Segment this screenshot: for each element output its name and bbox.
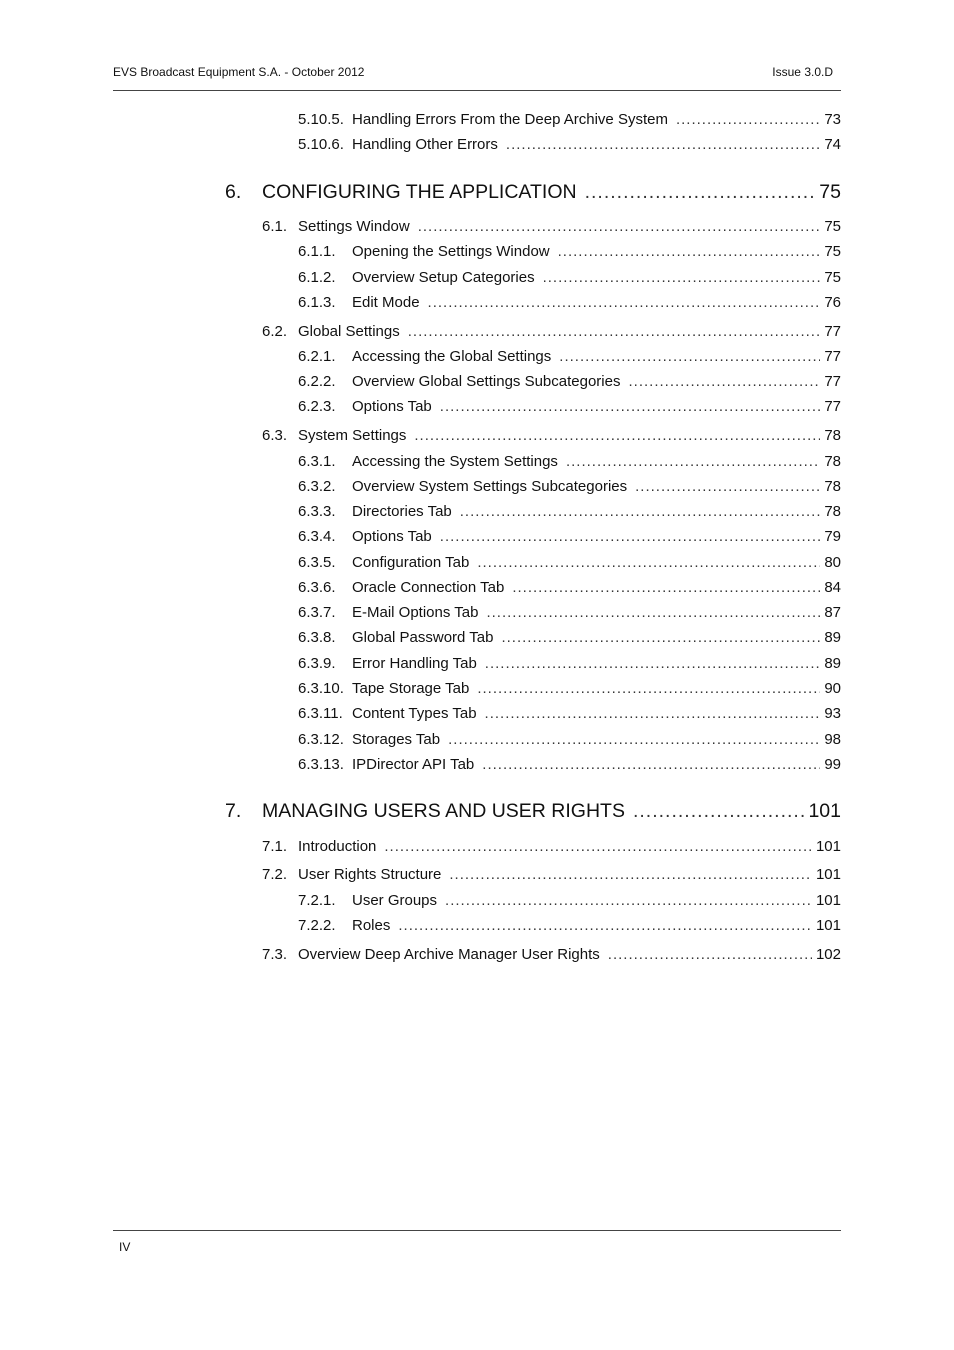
toc-entry-number: 6.3.7.	[298, 604, 336, 621]
toc-entry-title: Opening the Settings Window	[352, 243, 550, 260]
toc-dot-leader	[676, 111, 820, 128]
toc-entry-page: 80	[824, 554, 841, 571]
toc-entry-number: 7.	[225, 800, 242, 822]
toc-entry-page: 101	[815, 917, 841, 934]
toc-entry	[352, 655, 841, 672]
toc-dot-leader	[408, 323, 821, 340]
toc-entry-title: Global Password Tab	[352, 629, 494, 646]
toc-dot-leader	[628, 373, 820, 390]
toc-dot-leader	[566, 453, 820, 470]
toc-entry-title: Options Tab	[352, 528, 432, 545]
toc-entry-number: 6.2.3.	[298, 398, 336, 415]
toc-dot-leader	[428, 294, 821, 311]
toc-dot-leader	[486, 604, 820, 621]
toc-entry	[352, 453, 841, 470]
toc-entry-number: 6.3.2.	[298, 478, 336, 495]
toc-entry	[352, 111, 841, 128]
toc-entry-number: 5.10.5.	[298, 111, 344, 128]
toc-entry-number: 6.3.12.	[298, 731, 344, 748]
toc-dot-leader	[477, 554, 820, 571]
toc-entry	[352, 579, 841, 596]
toc-dot-leader	[418, 218, 821, 235]
toc-entry-number: 7.2.	[262, 866, 288, 883]
toc-entry	[298, 838, 841, 855]
toc-entry-title: User Groups	[352, 892, 438, 909]
toc-entry-title: E-Mail Options Tab	[352, 604, 479, 621]
toc-entry	[352, 348, 841, 365]
toc-entry-title: Global Settings	[298, 323, 400, 340]
toc-entry	[352, 705, 841, 722]
toc-entry-title: Error Handling Tab	[352, 655, 477, 672]
toc-entry	[352, 554, 841, 571]
toc-dot-leader	[445, 892, 812, 909]
toc-entry	[298, 218, 841, 235]
toc-entry-number: 6.3.3.	[298, 503, 336, 520]
toc-dot-leader	[460, 503, 821, 520]
toc-entry-title: CONFIGURING THE APPLICATION	[262, 181, 577, 203]
toc-entry-number: 6.3.1.	[298, 453, 336, 470]
toc-entry-title: Overview Deep Archive Manager User Rights	[298, 946, 600, 963]
toc-entry	[352, 680, 841, 697]
toc-entry	[352, 243, 841, 260]
header-divider	[113, 90, 841, 91]
toc-entry-title: Edit Mode	[352, 294, 420, 311]
toc-entry-number: 7.1.	[262, 838, 288, 855]
toc-dot-leader	[449, 866, 812, 883]
toc-dot-leader	[398, 917, 812, 934]
toc-entry-title: Options Tab	[352, 398, 432, 415]
toc-dot-leader	[608, 946, 812, 963]
toc-entry-page: 77	[824, 348, 841, 365]
toc-entry-title: Configuration Tab	[352, 554, 470, 571]
toc-entry-title: User Rights Structure	[298, 866, 442, 883]
toc-entry-title: Oracle Connection Tab	[352, 579, 505, 596]
toc-entry	[298, 866, 841, 883]
toc-entry-number: 6.3.5.	[298, 554, 336, 571]
toc-entry-number: 6.2.	[262, 323, 288, 340]
toc-dot-leader	[414, 427, 820, 444]
toc-dot-leader	[384, 838, 812, 855]
toc-entry	[352, 892, 841, 909]
toc-entry-title: IPDirector API Tab	[352, 756, 475, 773]
toc-entry	[352, 478, 841, 495]
toc-entry	[298, 946, 841, 963]
toc-entry-page: 74	[824, 136, 841, 153]
toc-dot-leader	[543, 269, 821, 286]
toc-entry-number: 6.2.1.	[298, 348, 336, 365]
toc-entry-number: 5.10.6.	[298, 136, 344, 153]
toc-entry	[352, 604, 841, 621]
toc-entry	[262, 181, 841, 204]
toc-entry-title: Handling Errors From the Deep Archive System	[352, 111, 668, 128]
toc-dot-leader	[512, 579, 820, 596]
toc-entry-page: 98	[824, 731, 841, 748]
toc-entry-number: 6.3.	[262, 427, 288, 444]
toc-entry	[262, 800, 841, 823]
toc-entry-page: 77	[824, 323, 841, 340]
toc-entry-title: Accessing the System Settings	[352, 453, 558, 470]
toc-entry-page: 101	[815, 866, 841, 883]
toc-dot-leader	[448, 731, 820, 748]
footer-page-number: IV	[119, 1240, 131, 1254]
toc-entry	[352, 294, 841, 311]
toc-entry	[352, 398, 841, 415]
toc-dot-leader	[485, 655, 821, 672]
toc-entry-page: 87	[824, 604, 841, 621]
toc-entry-page: 78	[824, 427, 841, 444]
toc-entry-page: 73	[824, 111, 841, 128]
toc-entry-number: 6.2.2.	[298, 373, 336, 390]
toc-dot-leader	[585, 181, 816, 204]
toc-entry-page: 84	[824, 579, 841, 596]
toc-entry-page: 89	[824, 629, 841, 646]
toc-entry-number: 7.3.	[262, 946, 288, 963]
toc-entry-number: 6.3.10.	[298, 680, 344, 697]
toc-entry-page: 77	[824, 373, 841, 390]
toc-entry-page: 75	[824, 269, 841, 286]
header-company-date: EVS Broadcast Equipment S.A. - October 2012	[113, 65, 365, 79]
toc-entry	[352, 756, 841, 773]
toc-entry-title: System Settings	[298, 427, 407, 444]
toc-entry	[298, 323, 841, 340]
toc-entry	[352, 269, 841, 286]
toc-entry-title: Overview Setup Categories	[352, 269, 535, 286]
toc-entry-page: 77	[824, 398, 841, 415]
toc-entry-number: 7.2.1.	[298, 892, 336, 909]
toc-entry-page: 75	[824, 243, 841, 260]
toc-entry-number: 7.2.2.	[298, 917, 336, 934]
toc-dot-leader	[635, 478, 820, 495]
toc-entry	[298, 427, 841, 444]
toc-entry-page: 79	[824, 528, 841, 545]
toc-entry-page: 76	[824, 294, 841, 311]
toc-entry-page: 78	[824, 478, 841, 495]
toc-entry-number: 6.1.2.	[298, 269, 336, 286]
toc-dot-leader	[506, 136, 820, 153]
toc-entry-page: 93	[824, 705, 841, 722]
toc-entry-number: 6.3.4.	[298, 528, 336, 545]
toc-entry-number: 6.3.9.	[298, 655, 336, 672]
toc-entry-page: 101	[815, 892, 841, 909]
toc-entry-title: MANAGING USERS AND USER RIGHTS	[262, 800, 625, 822]
toc-entry-page: 101	[815, 838, 841, 855]
toc-entry-number: 6.1.	[262, 218, 288, 235]
toc-entry-title: Accessing the Global Settings	[352, 348, 552, 365]
toc-entry-number: 6.3.8.	[298, 629, 336, 646]
toc-entry-number: 6.1.3.	[298, 294, 336, 311]
toc-entry-title: Directories Tab	[352, 503, 452, 520]
toc-entry-number: 6.3.6.	[298, 579, 336, 596]
toc-entry	[352, 528, 841, 545]
toc-entry-title: Overview System Settings Subcategories	[352, 478, 628, 495]
toc-entry-title: Introduction	[298, 838, 377, 855]
toc-entry-page: 90	[824, 680, 841, 697]
toc-dot-leader	[558, 243, 821, 260]
toc-dot-leader	[482, 756, 820, 773]
toc-entry	[352, 731, 841, 748]
toc-entry	[352, 503, 841, 520]
toc-entry	[352, 629, 841, 646]
toc-entry	[352, 136, 841, 153]
toc-dot-leader	[559, 348, 820, 365]
toc-entry-page: 78	[824, 503, 841, 520]
toc-entry-page: 75	[819, 181, 841, 203]
toc-dot-leader	[501, 629, 820, 646]
toc-entry-number: 6.1.1.	[298, 243, 336, 260]
toc-entry-title: Settings Window	[298, 218, 410, 235]
toc-entry-number: 6.3.11.	[298, 705, 343, 722]
toc-entry-page: 101	[808, 800, 841, 822]
toc-entry-page: 99	[824, 756, 841, 773]
toc-entry-title: Storages Tab	[352, 731, 441, 748]
toc-entry-title: Tape Storage Tab	[352, 680, 470, 697]
toc-dot-leader	[477, 680, 820, 697]
toc-entry-title: Overview Global Settings Subcategories	[352, 373, 621, 390]
toc-entry-title: Roles	[352, 917, 391, 934]
toc-entry-title: Handling Other Errors	[352, 136, 498, 153]
toc-entry	[352, 373, 841, 390]
toc-entry-page: 75	[824, 218, 841, 235]
toc-dot-leader	[485, 705, 821, 722]
toc-entry	[352, 917, 841, 934]
toc-dot-leader	[633, 800, 804, 823]
toc-entry-page: 78	[824, 453, 841, 470]
footer-divider	[113, 1230, 841, 1231]
toc-dot-leader	[440, 528, 821, 545]
toc-entry-page: 89	[824, 655, 841, 672]
toc-entry-number: 6.3.13.	[298, 756, 344, 773]
toc-entry-title: Content Types Tab	[352, 705, 477, 722]
toc-entry-page: 102	[815, 946, 841, 963]
toc-dot-leader	[440, 398, 821, 415]
header-issue: Issue 3.0.D	[772, 65, 833, 79]
toc-entry-number: 6.	[225, 181, 242, 203]
